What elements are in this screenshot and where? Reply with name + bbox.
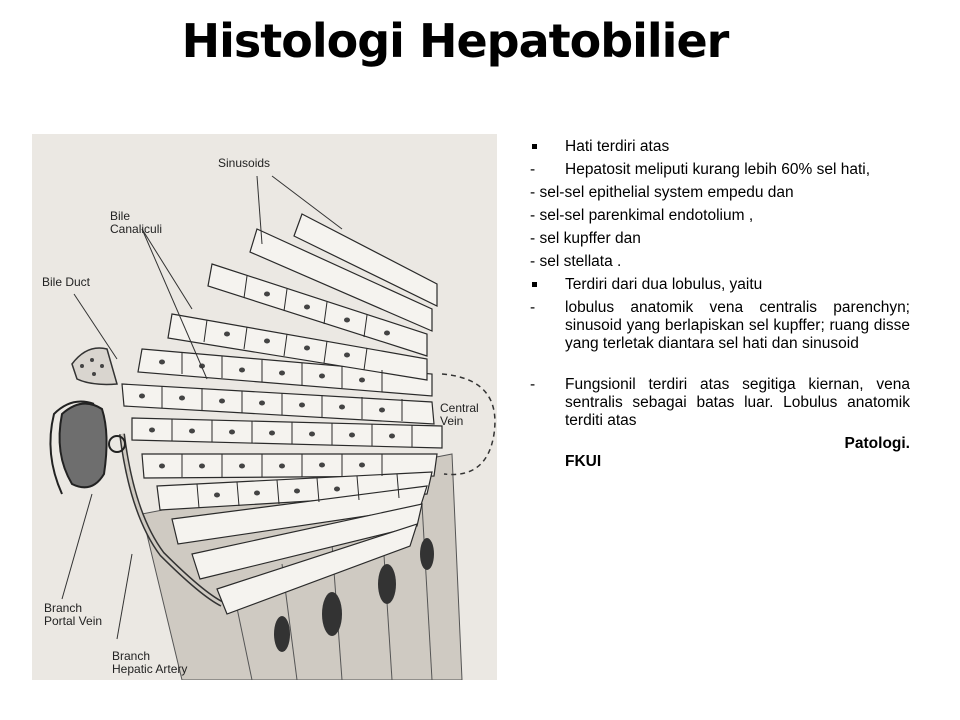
list-item: - Hepatosit meliputi kurang lebih 60% sel hati, bbox=[530, 161, 871, 178]
label-canaliculi: Canaliculi bbox=[110, 222, 163, 236]
label-branch-hepatic-1: Branch bbox=[112, 649, 151, 663]
list-item: - lobulus anatomik vena centralis parenchyn; sinusoid yang berlapiskan sel kupffer; ruang disse yang terletak diantara sel hati dan sinusoid bbox=[530, 299, 910, 352]
list-item: - sel kupffer dan bbox=[530, 230, 641, 247]
label-branch-portal-1: Branch bbox=[44, 601, 83, 615]
square-bullet-icon bbox=[532, 282, 537, 287]
list-item: Hati terdiri atas bbox=[530, 138, 910, 156]
slide-title: Histologi Hepatobilier bbox=[181, 14, 729, 68]
label-branch-portal-2: Portal Vein bbox=[44, 614, 103, 628]
list-item: - Fungsionil terdiri atas segitiga kiernan, vena sentralis sebagai batas luar. Lobulus anatomik terditi atas bbox=[530, 376, 910, 429]
label-bile-duct: Bile Duct bbox=[42, 275, 91, 289]
list-item: - sel-sel parenkimal endotolium , bbox=[530, 207, 754, 224]
label-central: Central bbox=[440, 401, 479, 415]
footer-credit: Patologi. FKUI bbox=[565, 435, 910, 470]
label-sinusoids: Sinusoids bbox=[218, 156, 271, 170]
list-item: - sel-sel epithelial system empedu dan bbox=[530, 184, 794, 201]
label-vein: Vein bbox=[440, 414, 464, 428]
label-bile: Bile bbox=[110, 209, 131, 223]
list-item: - sel stellata . bbox=[530, 253, 622, 270]
label-branch-hepatic-2: Hepatic Artery bbox=[112, 662, 188, 676]
liver-histology-illustration bbox=[32, 134, 497, 680]
square-bullet-icon bbox=[532, 144, 537, 149]
bullet-list bbox=[530, 138, 910, 476]
list-item: Terdiri dari dua lobulus, yaitu bbox=[530, 276, 910, 294]
